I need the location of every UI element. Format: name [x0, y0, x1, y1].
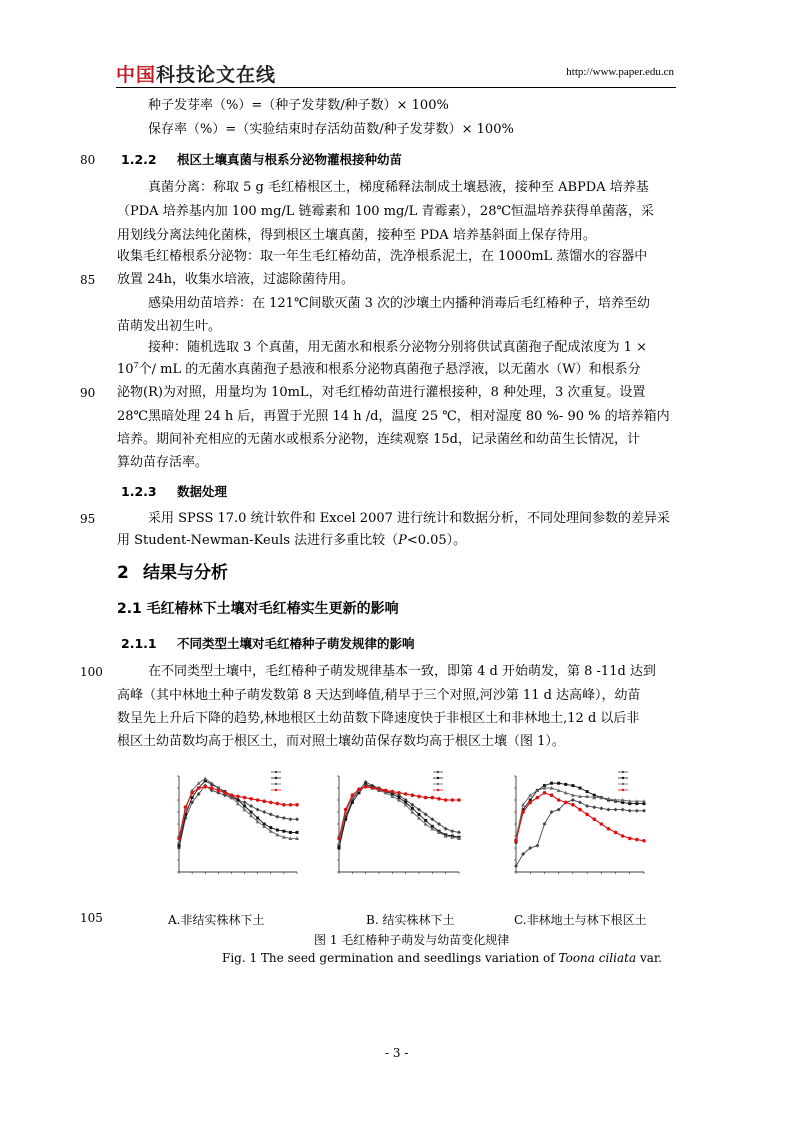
- section-title: 不同类型土壤对毛红椿种子萌发规律的影响: [177, 636, 415, 651]
- data-point: [364, 785, 368, 789]
- subfigure-caption-b: B. 结实株林下土: [366, 913, 455, 927]
- data-point: [542, 822, 546, 826]
- section-number: 2.1.1: [121, 636, 157, 651]
- data-point: [384, 789, 388, 793]
- figure-caption-en: Fig. 1 The seed germination and seedlings variation of Toona ciliata var.: [222, 951, 663, 965]
- data-point: [444, 798, 448, 802]
- paragraph-line: 真菌分离：称取 5 g 毛红椿根区土，梯度稀释法制成土壤悬液，接种至 ABPDA 培养基: [148, 180, 649, 195]
- data-point: [599, 806, 603, 810]
- section-title: 数据处理: [177, 484, 228, 499]
- paragraph-line: 28℃黑暗处理 24 h 后，再置于光照 14 h /d，温度 25 ℃，相对湿度 80 %- 90 % 的培养箱内: [117, 409, 670, 424]
- data-point: [600, 822, 604, 826]
- chart-c: [500, 766, 650, 900]
- data-point: [269, 812, 273, 816]
- data-point: [249, 804, 253, 808]
- data-point: [557, 782, 560, 785]
- data-point: [621, 808, 625, 812]
- data-point: [451, 798, 455, 802]
- data-point: [614, 831, 618, 835]
- data-point: [457, 798, 461, 802]
- paragraph-line: 在不同类型土壤中，毛红椿种子萌发规律基本一致，即第 4 d 开始萌发，第 8 -11d 达到: [148, 664, 656, 679]
- data-point: [628, 809, 632, 813]
- data-point: [424, 819, 427, 822]
- paragraph-line: 收集毛红椿根系分泌物：取一年生毛红椿幼苗，洗净根系泥土，在 1000mL 蒸馏水的容器中: [117, 249, 648, 264]
- figure-caption-cn: 图 1 毛红椿种子萌发与幼苗变化规律: [314, 933, 510, 947]
- line-number: 90: [80, 386, 96, 400]
- data-point: [578, 808, 582, 812]
- data-point: [282, 803, 286, 807]
- paragraph-line: 采用 SPSS 17.0 统计软件和 Excel 2007 进行统计和数据分析，不同处理间参数的差异采: [148, 511, 671, 526]
- paragraph-line: 放置 24h，收集水培液，过滤除菌待用。: [117, 272, 355, 287]
- data-point: [377, 787, 381, 791]
- section-title: 2.1 毛红椿林下土壤对毛红椿实生更新的影响: [117, 601, 399, 617]
- data-point: [250, 811, 253, 814]
- data-point: [585, 813, 589, 817]
- line-number: 105: [80, 911, 103, 925]
- section-number: 1.2.2: [121, 152, 157, 167]
- legend-marker: [622, 771, 624, 773]
- journal-logo: 中国科技论文在线: [116, 64, 277, 86]
- data-point: [262, 810, 266, 814]
- data-point: [528, 801, 532, 805]
- data-point: [431, 796, 435, 800]
- subfigure-caption-a: A.非结实株林下土: [168, 913, 265, 927]
- data-point: [337, 837, 341, 841]
- data-point: [288, 817, 292, 821]
- data-point: [351, 793, 355, 797]
- paragraph-line: 接种：随机选取 3 个真菌，用无菌水和根系分泌物分别将供试真菌孢子配成浓度为 1 ×: [148, 340, 647, 355]
- data-point: [276, 802, 280, 806]
- data-point: [621, 834, 625, 838]
- data-point: [178, 844, 181, 847]
- data-point: [514, 864, 518, 868]
- data-point: [344, 808, 348, 812]
- legend-marker: [275, 771, 277, 773]
- legend-marker: [275, 783, 277, 785]
- data-point: [457, 830, 461, 834]
- data-point: [418, 813, 421, 816]
- paragraph-line: 高峰（其中林地土种子萌发数第 8 天达到峰值,稍早于三个对照,河沙第 11 d 达高峰），幼苗: [117, 688, 641, 703]
- data-point: [236, 795, 240, 799]
- data-point: [424, 796, 428, 800]
- data-point: [521, 810, 525, 814]
- data-point: [203, 785, 207, 789]
- data-point: [578, 800, 582, 804]
- data-point: [256, 817, 259, 820]
- data-point: [411, 807, 414, 810]
- data-point: [296, 831, 299, 834]
- line-number: 85: [80, 273, 96, 287]
- data-point: [635, 838, 639, 842]
- paragraph-line: 用 Student-Newman-Keuls 法进行多重比较（P<0.05）。: [117, 533, 467, 548]
- data-point: [371, 786, 375, 790]
- subfigure-caption-c: C.非林地土与林下根区土: [514, 913, 647, 927]
- section-title: 结果与分析: [143, 563, 228, 583]
- data-point: [203, 776, 207, 780]
- data-point: [197, 786, 201, 790]
- data-point: [635, 809, 639, 813]
- data-point: [391, 790, 395, 794]
- paragraph-line: 根区土幼苗数均高于根区土，而对照土壤幼苗保存数均高于根区土壤（图 1）。: [117, 734, 565, 749]
- legend-marker: [437, 771, 439, 773]
- paragraph-line: （PDA 培养基内加 100 mg/L 链霉素和 100 mg/L 青霉素），28℃恒温培养获得单菌落，采: [117, 204, 655, 219]
- line-number: 95: [80, 512, 96, 526]
- paragraph-line: 感染用幼苗培养：在 121℃间歇灭菌 3 次的沙壤土内播种消毒后毛红椿种子，培养至幼: [148, 296, 651, 311]
- data-point: [607, 827, 611, 831]
- paragraph-line: 培养。期间补充相应的无菌水或根系分泌物，连续观察 15d，记录菌丝和幼苗生长情况，计: [117, 432, 640, 447]
- data-point: [437, 797, 441, 801]
- legend-marker: [622, 789, 624, 791]
- data-point: [417, 795, 421, 799]
- data-point: [571, 784, 574, 787]
- chart-a: [163, 766, 303, 900]
- data-point: [550, 793, 554, 797]
- data-point: [535, 844, 539, 848]
- paragraph-line: $10^7$个/ mL 的无菌水真菌孢子悬液和根系分泌物真菌孢子悬浮液，以无菌水（W）和根系分: [117, 361, 641, 377]
- formula-germination-rate: 种子发芽率（%）=（种子发芽数/种子数）× 100%: [148, 98, 449, 113]
- legend-marker: [275, 789, 277, 791]
- data-point: [585, 804, 589, 808]
- data-point: [223, 791, 227, 795]
- data-point: [514, 839, 518, 843]
- data-point: [217, 789, 221, 793]
- data-point: [642, 839, 646, 843]
- data-point: [190, 791, 194, 795]
- data-point: [269, 801, 273, 805]
- data-point: [282, 816, 286, 820]
- paragraph-line: 数呈先上升后下降的趋势,林地根区土幼苗数下降速度快于非根区土和非林地土,12 d 以后非: [117, 711, 640, 726]
- chart-b: [323, 766, 465, 900]
- data-point: [351, 801, 354, 804]
- data-point: [404, 792, 408, 796]
- data-point: [243, 796, 247, 800]
- data-point: [289, 831, 292, 834]
- data-point: [592, 805, 596, 809]
- line-number: 100: [80, 665, 103, 679]
- data-point: [256, 798, 260, 802]
- data-point: [338, 847, 341, 850]
- data-point: [592, 817, 596, 821]
- data-point: [191, 796, 194, 799]
- data-point: [397, 791, 401, 795]
- data-point: [536, 796, 540, 800]
- data-point: [262, 799, 266, 803]
- data-point: [269, 826, 272, 829]
- data-point: [243, 800, 247, 804]
- data-point: [571, 803, 575, 807]
- data-point: [230, 793, 234, 797]
- data-point: [275, 833, 279, 837]
- data-point: [295, 817, 299, 821]
- data-point: [543, 791, 547, 795]
- data-point: [450, 829, 454, 833]
- legend-marker: [275, 777, 277, 779]
- data-point: [249, 797, 253, 801]
- legend-marker: [437, 777, 439, 779]
- section-number: 2: [117, 563, 129, 583]
- legend-marker: [437, 789, 439, 791]
- data-point: [177, 837, 181, 841]
- data-point: [628, 837, 632, 841]
- line-number: 80: [80, 153, 96, 167]
- data-point: [275, 815, 279, 819]
- paragraph-line: 泌物(R)为对照，用量均为 10mL，对毛红椿幼苗进行灌根接种，8 种处理，3 次重复。设置: [117, 385, 646, 400]
- data-point: [184, 805, 188, 809]
- data-point: [289, 803, 293, 807]
- data-point: [411, 793, 415, 797]
- header-url[interactable]: http://www.paper.edu.cn: [566, 66, 674, 78]
- formula-survival-rate: 保存率（%）=（实验结束时存活幼苗数/种子发芽数）× 100%: [148, 122, 514, 137]
- paragraph-line: 用划线分离法纯化菌株，得到根区土壤真菌，接种至 PDA 培养基斜面上保存待用。: [117, 228, 596, 243]
- section-title: 根区土壤真菌与根系分泌物灌根接种幼苗: [177, 152, 403, 167]
- data-point: [295, 803, 299, 807]
- legend-marker: [437, 783, 439, 785]
- series-line: [179, 778, 297, 842]
- paragraph-line: 算幼苗存活率。: [117, 455, 209, 470]
- data-point: [564, 783, 567, 786]
- data-point: [564, 801, 568, 805]
- data-point: [256, 808, 260, 812]
- data-point: [571, 798, 575, 802]
- data-point: [243, 805, 246, 808]
- data-point: [557, 798, 561, 802]
- data-point: [614, 808, 618, 812]
- data-point: [606, 808, 610, 812]
- data-point: [550, 810, 554, 814]
- data-point: [276, 829, 279, 832]
- paragraph-line: 苗萌发出初生叶。: [117, 319, 222, 334]
- legend-marker: [622, 783, 624, 785]
- data-point: [282, 830, 285, 833]
- section-number: 1.2.3: [121, 484, 157, 499]
- header-rule: [116, 87, 676, 88]
- data-point: [357, 787, 361, 791]
- legend-marker: [622, 777, 624, 779]
- data-point: [237, 799, 240, 802]
- data-point: [550, 782, 553, 785]
- data-point: [579, 787, 582, 790]
- page-number: - 3 -: [385, 1046, 409, 1060]
- data-point: [586, 790, 589, 793]
- data-point: [210, 786, 214, 790]
- data-point: [642, 809, 646, 813]
